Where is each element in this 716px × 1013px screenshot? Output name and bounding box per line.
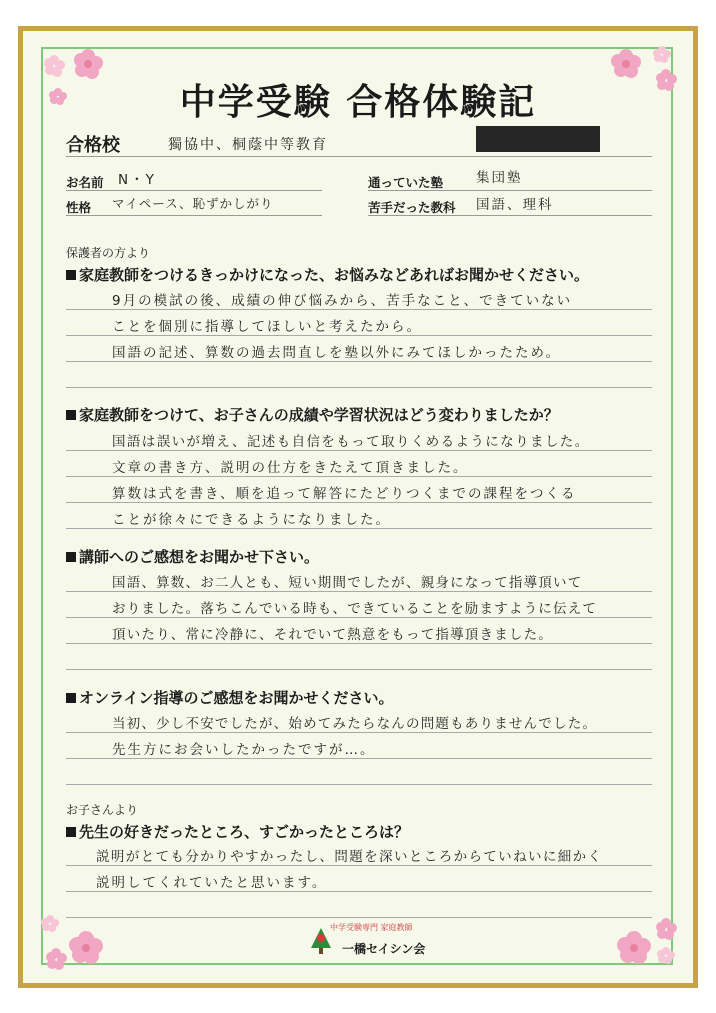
- q5-rule-3: [66, 917, 652, 918]
- name-label: お名前: [66, 175, 104, 190]
- question-3: [66, 546, 319, 567]
- flower-bottom-right-icon: [604, 905, 684, 975]
- q4-rule-2: [66, 758, 652, 759]
- cram-underline: [368, 190, 652, 191]
- question-2-text: 家庭教師をつけて、お子さんの成績や学習状況はどう変わりましたか？: [79, 406, 559, 424]
- flower-bottom-left-icon: [36, 905, 116, 975]
- weak-value: 国語、理科: [476, 197, 554, 213]
- parent-section-label: 保護者の方より: [66, 246, 151, 260]
- q3-answer-line-3: 頂いたり、常に冷静に、それでいて熱意をもって指導頂きました。: [112, 627, 553, 643]
- cram-value: 集団塾: [476, 170, 523, 186]
- q2-answer-line-2: 文章の書き方、説明の仕方をきたえて頂きました。: [112, 460, 469, 476]
- q1-answer-line-2: ことを個別に指導してほしいと考えたから。: [112, 319, 422, 335]
- weak-label: 苦手だった教科: [368, 200, 456, 215]
- weak-underline: [368, 215, 652, 216]
- square-bullet-icon: [66, 827, 76, 837]
- question-5: [66, 821, 409, 842]
- square-bullet-icon: [66, 270, 76, 280]
- q2-answer-line-4: ことが徐々にできるようになりました。: [112, 512, 391, 528]
- q2-rule-3: [66, 502, 652, 503]
- personality-label: 性格: [66, 200, 92, 215]
- q4-rule-1: [66, 732, 652, 733]
- q5-rule-1: [66, 865, 652, 866]
- question-4-text: オンライン指導のご感想をお聞かせください。: [79, 689, 394, 707]
- personality-value: マイペース、恥ずかしがり: [112, 196, 274, 211]
- name-value: N・Y: [118, 172, 156, 188]
- child-section-label: お子さんより: [66, 803, 139, 817]
- question-1-text: 家庭教師をつけるきっかけになった、お悩みなどあればお聞かせください。: [79, 266, 590, 284]
- q2-rule-4: [66, 528, 652, 529]
- q2-answer-line-1: 国語は誤いが増え、記述も自信をもって取りくめるようになりました。: [112, 434, 590, 450]
- q1-rule-4: [66, 387, 652, 388]
- q3-rule-3: [66, 643, 652, 644]
- q4-answer-line-2: 先生方にお会いしたかったですが…。: [112, 742, 376, 758]
- question-2: [66, 404, 559, 425]
- q1-rule-2: [66, 335, 652, 336]
- square-bullet-icon: [66, 410, 76, 420]
- logo-tagline: 中学受験専門 家庭教師: [330, 923, 413, 932]
- personality-underline: [66, 215, 322, 216]
- question-5-text: 先生の好きだったところ、すごかったところは？: [79, 823, 410, 841]
- q4-rule-3: [66, 784, 652, 785]
- question-3-text: 講師へのご感想をお聞かせ下さい。: [79, 548, 320, 566]
- school-underline: [66, 156, 652, 157]
- cram-label: 通っていた塾: [368, 175, 444, 190]
- tree-logo-icon: [310, 926, 332, 956]
- q3-answer-line-1: 国語、算数、お二人とも、短い期間でしたが、親身になって指導頂いて: [112, 575, 583, 591]
- q3-rule-2: [66, 617, 652, 618]
- question-1: [66, 264, 589, 285]
- q1-rule-3: [66, 361, 652, 362]
- school-label: 合格校: [66, 135, 120, 156]
- redaction-box: [476, 126, 600, 152]
- q1-rule-1: [66, 309, 652, 310]
- school-value: 獨協中、桐蔭中等教育: [168, 137, 328, 153]
- q3-answer-line-2: おりました。落ちこんでいる時も、できていることを励ますように伝えて: [112, 601, 598, 617]
- page-title: 中学受験 合格体験記: [179, 82, 537, 123]
- q5-answer-line-1: 説明がとても分かりやすかったし、問題を深いところからていねいに細かく: [96, 849, 603, 865]
- logo-name: 一橋セイシン会: [342, 942, 426, 956]
- q3-rule-1: [66, 591, 652, 592]
- q2-rule-2: [66, 476, 652, 477]
- square-bullet-icon: [66, 693, 76, 703]
- q5-rule-2: [66, 891, 652, 892]
- q3-rule-4: [66, 669, 652, 670]
- name-underline: [66, 190, 322, 191]
- q5-answer-line-2: 説明してくれていたと思います。: [96, 875, 328, 891]
- q4-answer-line-1: 当初、少し不安でしたが、始めてみたらなんの問題もありませんでした。: [112, 716, 598, 732]
- question-4: [66, 687, 394, 708]
- square-bullet-icon: [66, 552, 76, 562]
- q2-answer-line-3: 算数は式を書き、順を追って解答にたどりつくまでの課程をつくる: [112, 486, 577, 502]
- q1-answer-line-1: 9月の模試の後、成績の伸び悩みから、苦手なこと、できていない: [112, 293, 573, 309]
- q1-answer-line-3: 国語の記述、算数の過去問直しを塾以外にみてほしかったため。: [112, 345, 561, 361]
- q2-rule-1: [66, 450, 652, 451]
